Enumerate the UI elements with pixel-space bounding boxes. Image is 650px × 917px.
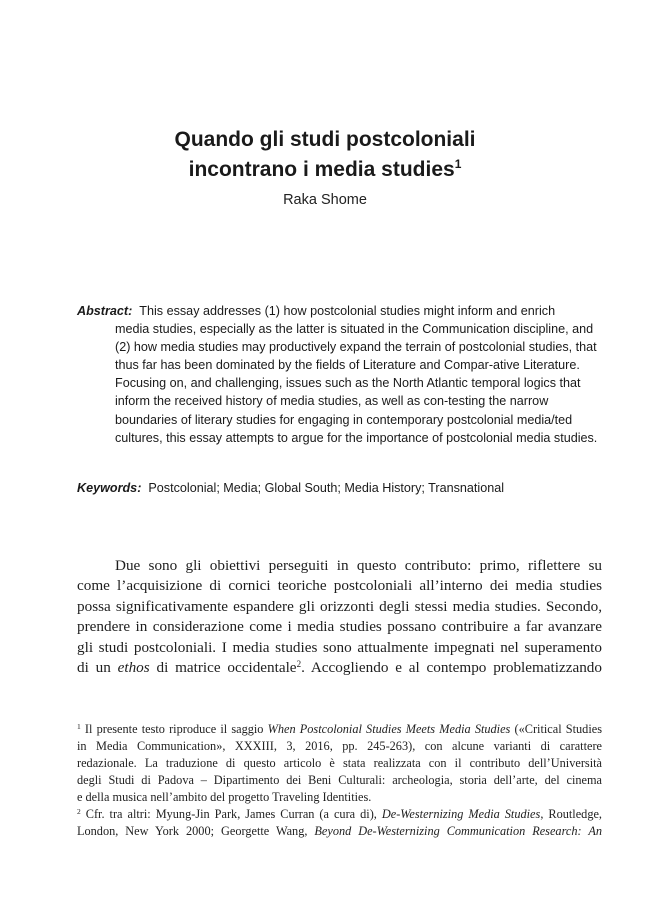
keywords-label: Keywords — [77, 481, 138, 495]
footnote-2: $^2$ Cfr. tra altri: Myung-Jin Park, James Curran (a cura di), De-Westernizing Media Studies, Routledge, — [77, 807, 602, 821]
body-line: di un ethos di matrice occidentale$^2$. Accogliendo e al contempo problematizzando — [77, 659, 602, 677]
article-title-text: incontrano i media studies — [188, 158, 455, 181]
abstract-first-line: This essay addresses (1) how postcolonial studies might inform and enrich — [139, 304, 556, 318]
ethos-term: ethos — [117, 659, 150, 677]
article-title-line-2 — [0, 155, 650, 185]
abstract-label: Abstract — [77, 304, 129, 318]
footnote-line: redazionale. La traduzione di questo articolo è stata realizzata con il contributo dell’Università — [77, 756, 602, 770]
body-line: Due sono gli obiettivi perseguiti in questo contributo: primo, riflettere su — [115, 557, 602, 574]
cited-title: De-Westernizing Media Studies — [381, 807, 541, 821]
footnote-line: degli Studi di Padova – Dipartimento dei Beni Culturali: archeologia, storia dell’arte, del cinema — [77, 773, 602, 787]
keywords-line: Keywords: Postcolonial; Media; Global South; Media History; Transnational — [77, 481, 505, 495]
cited-title: Beyond De-Westernizing Communication Research: An — [314, 824, 603, 838]
footnote-1: $^1$ Il presente testo riproduce il saggio When Postcolonial Studies Meets Media Studies («Critical Studies — [77, 722, 602, 736]
title-footnote-ref[interactable]: 1 — [454, 157, 462, 171]
footnote-line: in Media Communication», XXXIII, 3, 2016, pp. 245-263), con alcune varianti di carattere — [77, 739, 602, 753]
keywords-text: Postcolonial; Media; Global South; Media History; Transnational — [148, 481, 505, 495]
footnotes — [77, 721, 602, 840]
body-line: gli studi postcoloniali. I media studies sono attualmente impegnati nel superamento — [77, 638, 602, 656]
footnote-line: e della musica nell’ambito del progetto Traveling Identities. — [77, 790, 372, 804]
article-title-line-1: Quando gli studi postcoloniali — [174, 128, 476, 151]
author-name: Raka Shome — [283, 192, 367, 208]
body-line: possa significativamente espandere gli orizzonti degli stessi media studies. Secondo, — [77, 597, 602, 615]
abstract-text: media studies, especially as the latter is situated in the Communication discipline, and (2) how media studies may productively expand the terrain of postcolonial studies, that thus far has been dominated by the fields of Literature and Compar-ative Literature. Focusing on, and challenging, issues such as the North Atlantic temporal logics that inform the received history of media studies, as well as con-testing the narrow boundaries of literary studies for engaging in contemporary postcolonial media/ted cultures, this essay attempts to argue for the importance of postcolonial media studies. — [115, 322, 598, 445]
body-line: come l’acquisizione di cornici teoriche postcoloniali all’interno dei media studies — [77, 577, 602, 595]
footnote-line: London, New York 2000; Georgette Wang, Beyond De-Westernizing Communication Research: An — [77, 824, 603, 838]
cited-title: When Postcolonial Studies Meets Media Studies — [267, 722, 511, 736]
abstract-block: Abstract: This essay addresses (1) how postcolonial studies might inform and enrich media studies, especially as the latter is situated in the Communication discipline, and (2) how media studies may productively expand the terrain of postcolonial studies, that thus far has been dominated by the fields of Literature and Compar-ative Literature. Focusing on, and challenging, issues such as the North Atlantic temporal logics that inform the received history of media studies, as well as con-testing the narrow boundaries of literary studies for engaging in contemporary postcolonial media/ted cultures, this essay attempts to argue for the importance of postcolonial media studies. — [77, 302, 602, 447]
body-paragraph — [77, 556, 602, 678]
footnote-ref-2[interactable]: 2 — [296, 659, 302, 670]
body-line: prendere in considerazione come i media studies possano contribuire a far avanzare — [77, 618, 602, 636]
